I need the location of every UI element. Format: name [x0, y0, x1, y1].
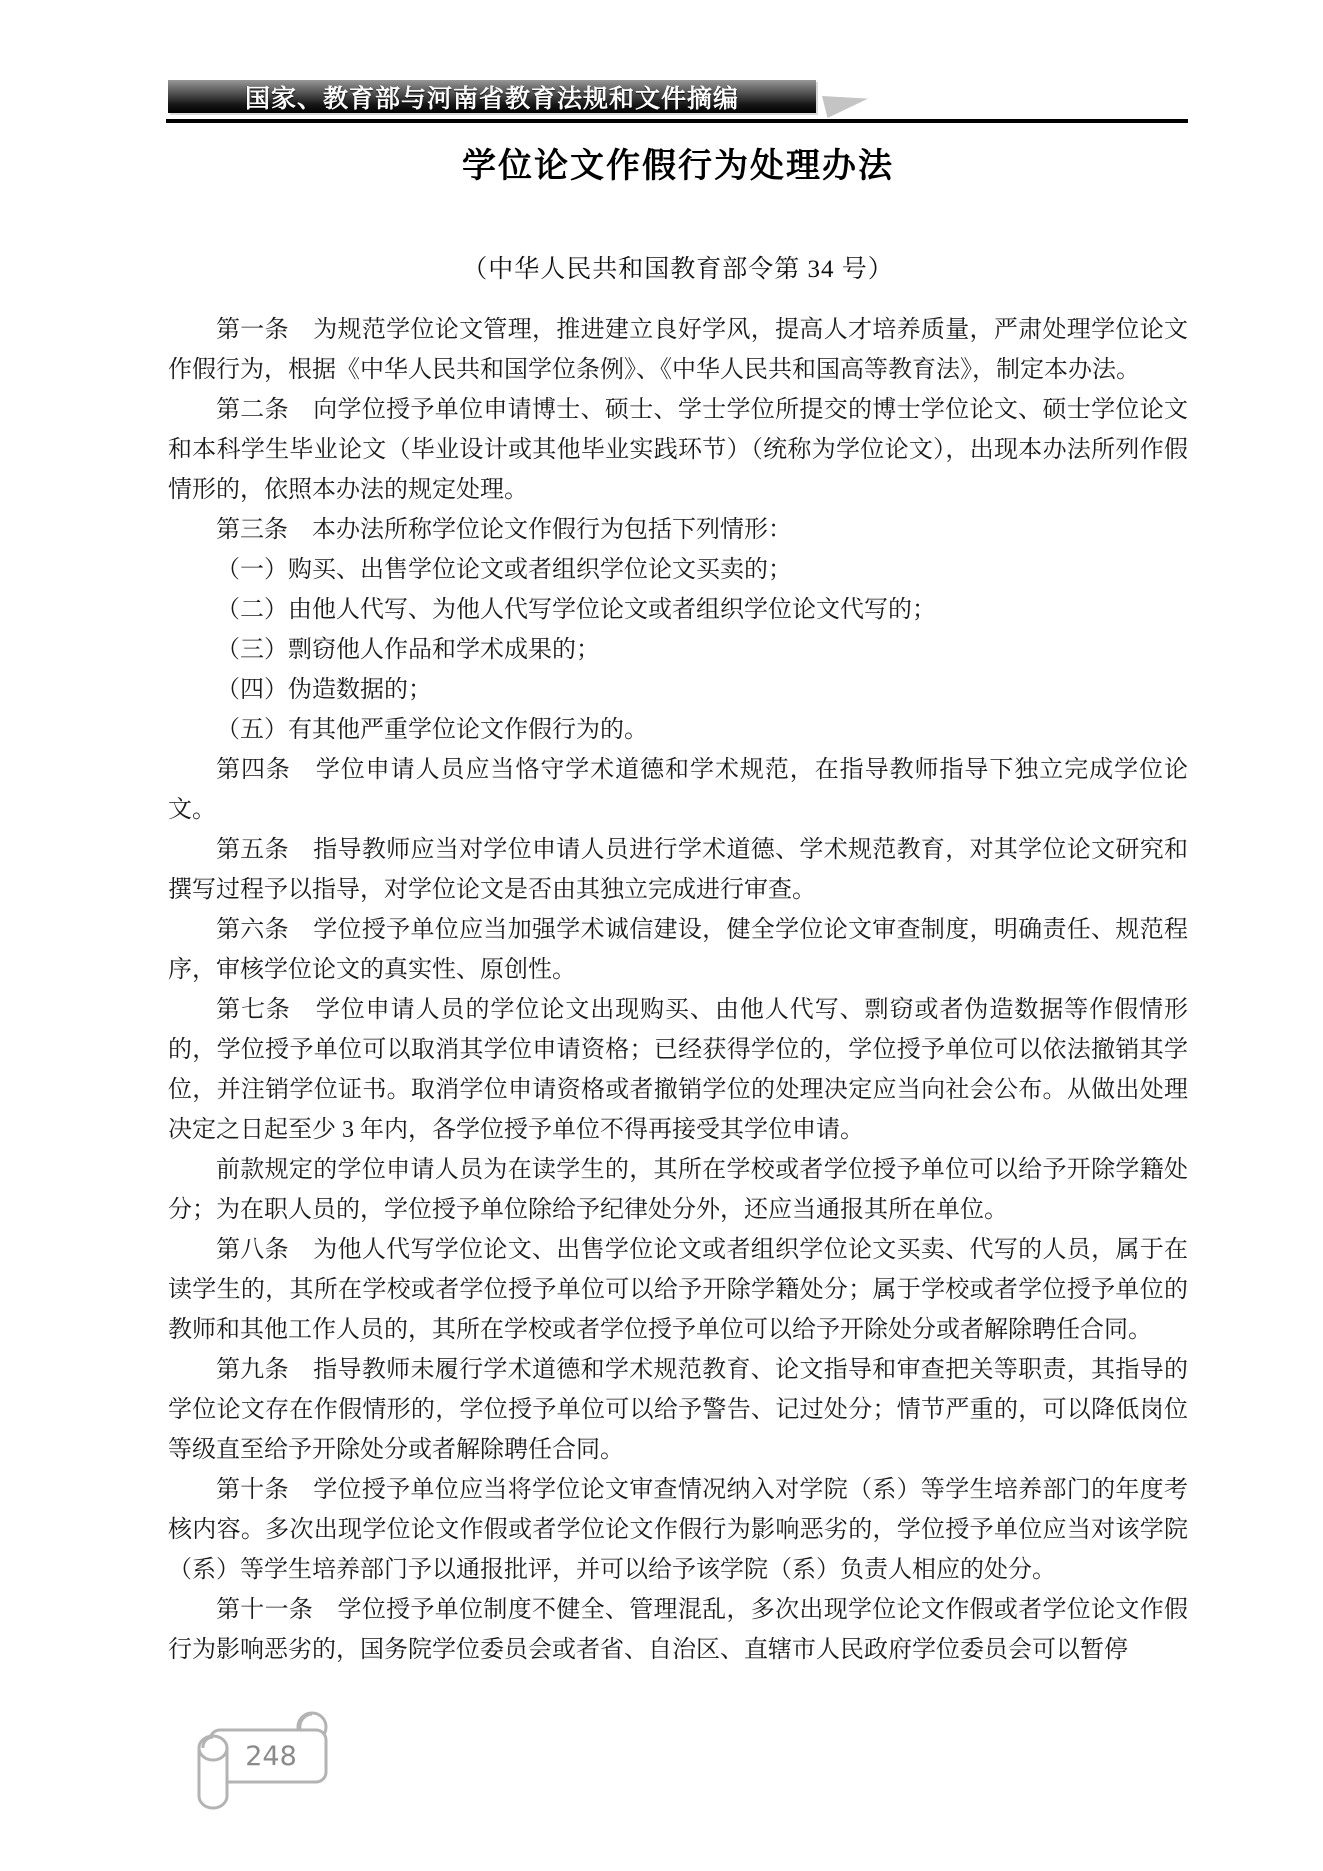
paragraph: 第六条 学位授予单位应当加强学术诚信建设，健全学位论文审查制度，明确责任、规范程序，审核学位论文的真实性、原创性。: [168, 917, 1188, 983]
document-subtitle: （中华人民共和国教育部令第 34 号）: [462, 256, 894, 283]
paragraph: 第三条 本办法所称学位论文作假行为包括下列情形：: [216, 517, 792, 543]
document-body: [168, 310, 1188, 1670]
page-number-scroll: [192, 1706, 348, 1814]
paragraph: （二）由他人代写、为他人代写学位论文或者组织学位论文代写的；: [216, 597, 936, 623]
paragraph: （五）有其他严重学位论文作假行为的。: [216, 717, 648, 743]
fold-arrow-icon: [822, 96, 868, 118]
header-band: [168, 80, 816, 113]
document-title: 学位论文作假行为处理办法: [462, 147, 894, 185]
paragraph: 前款规定的学位申请人员为在读学生的，其所在学校或者学位授予单位可以给予开除学籍处分；为在职人员的，学位授予单位除给予纪律处分外，还应当通报其所在单位。: [168, 1157, 1188, 1223]
paragraph: 第十条 学位授予单位应当将学位论文审查情况纳入对学院（系）等学生培养部门的年度考核内容。多次出现学位论文作假或者学位论文作假行为影响恶劣的，学位授予单位应当对该学院（系）等学生培养部门予以通报批评，并可以给予该学院（系）负责人相应的处分。: [168, 1477, 1188, 1583]
paragraph: （四）伪造数据的；: [216, 677, 432, 703]
header-band-title: 国家、教育部与河南省教育法规和文件摘编: [244, 84, 739, 113]
paragraph: （三）剽窃他人作品和学术成果的；: [216, 637, 600, 663]
header-divider-line: [166, 119, 1188, 123]
paragraph: 第五条 指导教师应当对学位申请人员进行学术道德、学术规范教育，对其学位论文研究和撰写过程予以指导，对学位论文是否由其独立完成进行审查。: [168, 837, 1188, 903]
paragraph: 第八条 为他人代写学位论文、出售学位论文或者组织学位论文买卖、代写的人员，属于在读学生的，其所在学校或者学位授予单位可以给予开除学籍处分；属于学校或者学位授予单位的教师和其他工作人员的，其所在学校或者学位授予单位可以给予开除处分或者解除聘任合同。: [168, 1237, 1188, 1343]
paragraph: 第一条 为规范学位论文管理，推进建立良好学风，提高人才培养质量，严肃处理学位论文作假行为，根据《中华人民共和国学位条例》、《中华人民共和国高等教育法》，制定本办法。: [168, 317, 1188, 383]
paragraph: （一）购买、出售学位论文或者组织学位论文买卖的；: [216, 557, 792, 583]
page-number: 248: [245, 1740, 297, 1772]
paragraph: 第十一条 学位授予单位制度不健全、管理混乱，多次出现学位论文作假或者学位论文作假行为影响恶劣的，国务院学位委员会或者省、自治区、直辖市人民政府学位委员会可以暂停: [168, 1597, 1188, 1663]
paragraph: 第四条 学位申请人员应当恪守学术道德和学术规范，在指导教师指导下独立完成学位论文。: [168, 757, 1188, 823]
paragraph: 第七条 学位申请人员的学位论文出现购买、由他人代写、剽窃或者伪造数据等作假情形的，学位授予单位可以取消其学位申请资格；已经获得学位的，学位授予单位可以依法撤销其学位，并注销学位证书。取消学位申请资格或者撤销学位的处理决定应当向社会公布。从做出处理决定之日起至少 3 年内，各学位授予单位不得再接受其学位申请。: [168, 997, 1188, 1143]
paragraph: 第二条 向学位授予单位申请博士、硕士、学士学位所提交的博士学位论文、硕士学位论文和本科学生毕业论文（毕业设计或其他毕业实践环节）（统称为学位论文），出现本办法所列作假情形的，依照本办法的规定处理。: [168, 397, 1188, 503]
paragraph: 第九条 指导教师未履行学术道德和学术规范教育、论文指导和审查把关等职责，其指导的学位论文存在作假情形的，学位授予单位可以给予警告、记过处分；情节严重的，可以降低岗位等级直至给予开除处分或者解除聘任合同。: [168, 1357, 1188, 1463]
